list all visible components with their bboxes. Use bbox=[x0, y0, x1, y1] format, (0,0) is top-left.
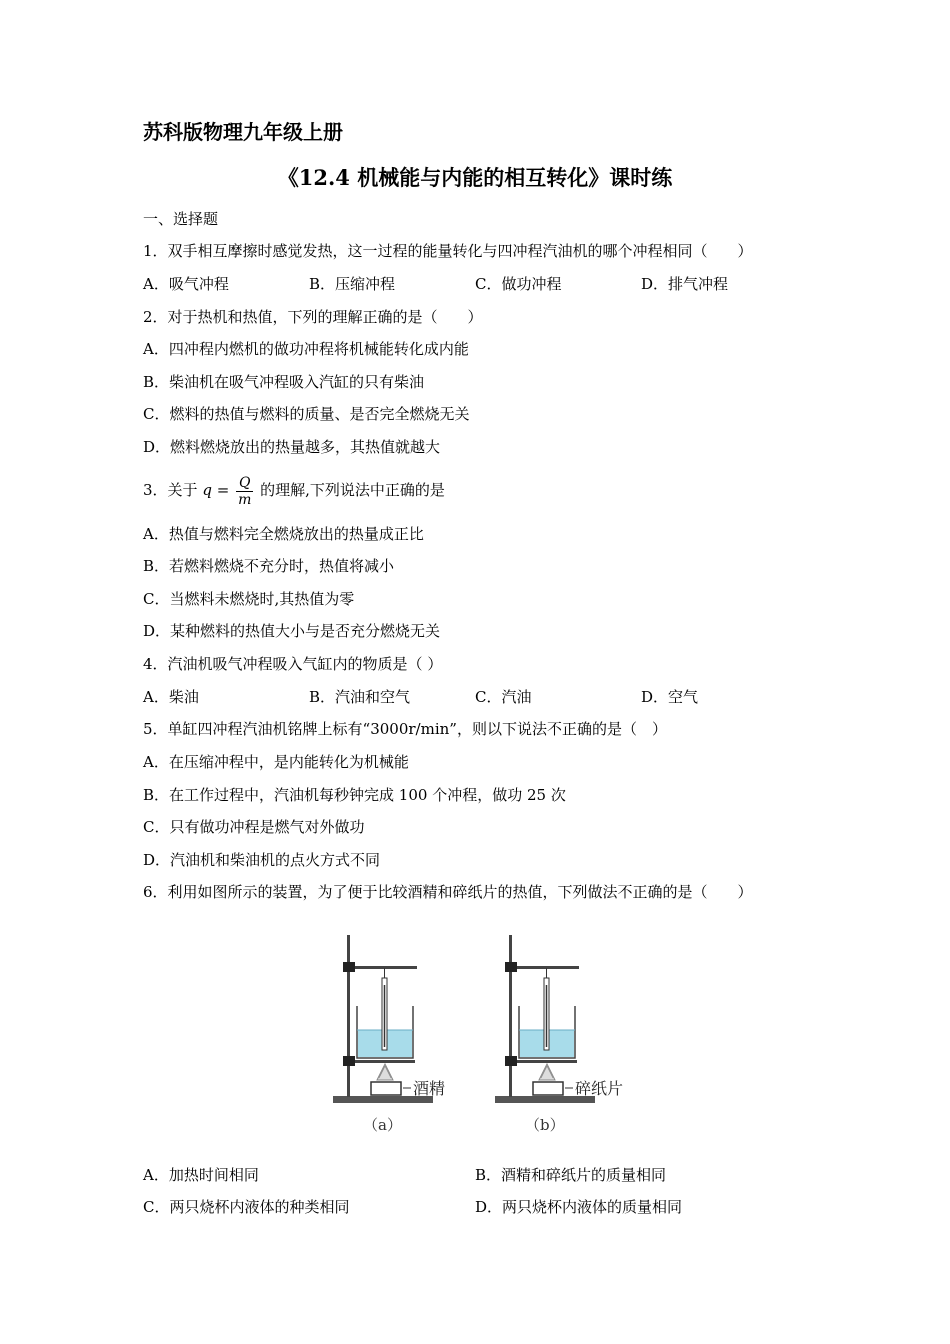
question-4-option-a: A．柴油 bbox=[143, 688, 199, 706]
question-6-option-b: B．酒精和碎纸片的质量相同 bbox=[475, 1166, 667, 1184]
question-1-option-b: B．压缩冲程 bbox=[309, 275, 396, 293]
label-paper-scraps: 碎纸片 bbox=[575, 1079, 624, 1098]
formula-numerator: Q bbox=[236, 475, 253, 492]
question-1-option-a: A．吸气冲程 bbox=[143, 275, 229, 293]
question-2-option-c: C．燃料的热值与燃料的质量、是否完全燃烧无关 bbox=[143, 405, 470, 423]
question-1-option-d: D．排气冲程 bbox=[641, 275, 729, 293]
question-3-option-d: D．某种燃料的热值大小与是否充分燃烧无关 bbox=[143, 622, 441, 640]
question-3-stem-suffix: 的理解,下列说法中正确的是 bbox=[260, 481, 445, 499]
question-1-option-c: C．做功冲程 bbox=[475, 275, 562, 293]
question-4-option-d: D．空气 bbox=[641, 688, 699, 706]
document-subtitle: 《12.4 机械能与内能的相互转化》课时练 bbox=[277, 165, 673, 190]
question-4-option-b: B．汽油和空气 bbox=[309, 688, 411, 706]
apparatus-b bbox=[495, 935, 623, 1134]
question-3-stem bbox=[143, 470, 445, 510]
question-2-option-a: A．四冲程内燃机的做功冲程将机械能转化成内能 bbox=[143, 340, 469, 358]
question-5-stem: 5．单缸四冲程汽油机铭牌上标有“3000r/min”，则以下说法不正确的是（ ） bbox=[143, 720, 667, 738]
question-6-option-d: D．两只烧杯内液体的质量相同 bbox=[475, 1198, 683, 1216]
document-title: 苏科版物理九年级上册 bbox=[143, 120, 343, 144]
label-alcohol: 酒精 bbox=[413, 1079, 446, 1098]
question-5-option-a: A．在压缩冲程中，是内能转化为机械能 bbox=[143, 753, 409, 771]
formula-lhs: q = bbox=[202, 481, 230, 499]
question-3-option-c: C．当燃料未燃烧时,其热值为零 bbox=[143, 590, 355, 608]
caption-a: （a） bbox=[363, 1116, 402, 1134]
question-4-stem: 4．汽油机吸气冲程吸入气缸内的物质是（ ） bbox=[143, 655, 443, 673]
question-2-stem: 2．对于热机和热值，下列的理解正确的是（ ） bbox=[143, 308, 483, 326]
question-6-stem: 6．利用如图所示的装置，为了便于比较酒精和碎纸片的热值，下列做法不正确的是（ ） bbox=[143, 883, 753, 901]
question-5-option-d: D．汽油机和柴油机的点火方式不同 bbox=[143, 851, 381, 869]
question-6-option-c: C．两只烧杯内液体的种类相同 bbox=[143, 1198, 350, 1216]
question-5-option-b: B．在工作过程中，汽油机每秒钟完成 100 个冲程，做功 25 次 bbox=[143, 786, 566, 804]
experiment-figure bbox=[325, 930, 645, 1140]
caption-b: （b） bbox=[525, 1116, 565, 1134]
question-5-option-c: C．只有做功冲程是燃气对外做功 bbox=[143, 818, 365, 836]
formula-denominator: m bbox=[238, 491, 252, 508]
question-6-option-a: A．加热时间相同 bbox=[143, 1166, 259, 1184]
question-3-option-b: B．若燃料燃烧不充分时，热值将减小 bbox=[143, 557, 395, 575]
section-heading: 一、选择题 bbox=[143, 210, 219, 228]
formula-fraction bbox=[236, 475, 253, 508]
question-2-option-b: B．柴油机在吸气冲程吸入汽缸的只有柴油 bbox=[143, 373, 425, 391]
question-3-option-a: A．热值与燃料完全燃烧放出的热量成正比 bbox=[143, 525, 424, 543]
apparatus-a bbox=[333, 935, 445, 1134]
question-2-option-d: D．燃料燃烧放出的热量越多，其热值就越大 bbox=[143, 438, 441, 456]
question-1-stem: 1．双手相互摩擦时感觉发热，这一过程的能量转化与四冲程汽油机的哪个冲程相同（ ） bbox=[143, 242, 753, 260]
question-4-option-c: C．汽油 bbox=[475, 688, 532, 706]
question-3-stem-prefix: 3．关于 bbox=[143, 481, 198, 499]
